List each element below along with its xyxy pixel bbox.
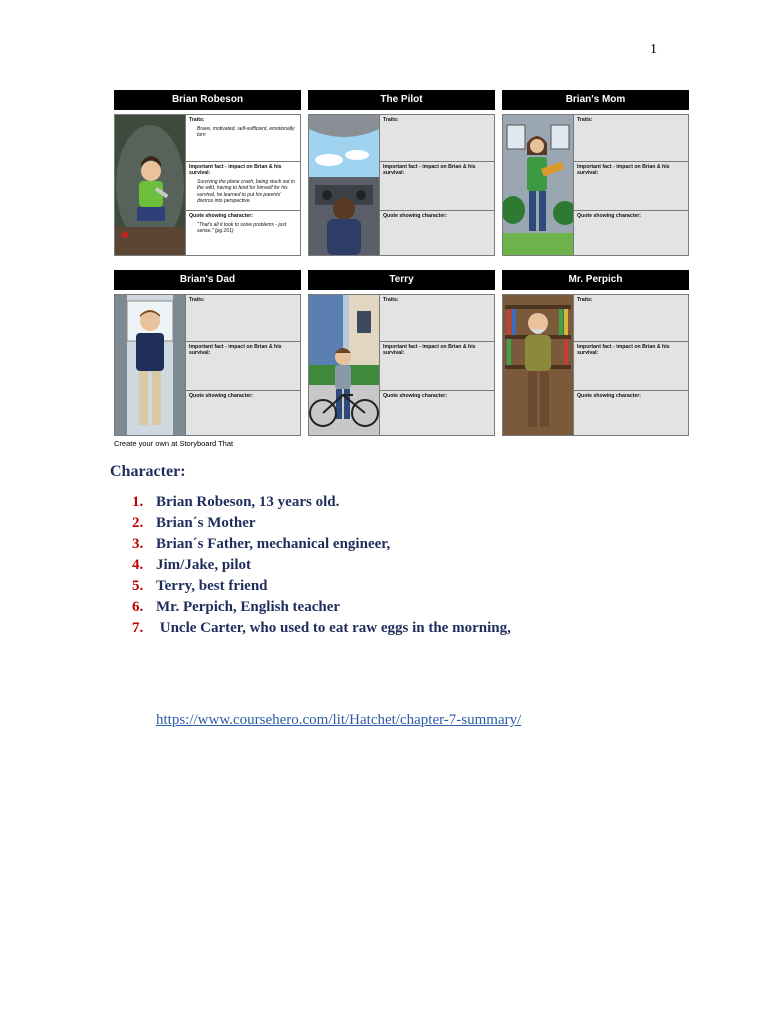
fact-field <box>380 342 494 391</box>
list-text: Jim/Jake, pilot <box>156 557 252 573</box>
fact-field <box>186 162 300 211</box>
cell-body <box>502 294 689 436</box>
list-text: Mr. Perpich, English teacher <box>156 599 341 615</box>
traits-field <box>380 115 494 162</box>
quote-label: Quote showing character: <box>383 393 447 399</box>
cell-body <box>308 114 495 256</box>
cell-title: Brian's Mom <box>502 90 689 110</box>
traits-field <box>380 295 494 342</box>
list-item <box>132 597 511 618</box>
traits-field <box>186 115 300 162</box>
list-number: 4. <box>132 557 144 573</box>
cell-title: The Pilot <box>308 90 495 110</box>
traits-label: Traits: <box>577 297 593 303</box>
cell-body <box>114 294 301 436</box>
page-number: 1 <box>650 42 657 57</box>
cell-info <box>186 115 300 255</box>
fact-label: Important fact - impact on Brian & his survival: <box>383 164 476 176</box>
list-number: 6. <box>132 599 144 615</box>
brian-robeson-illustration <box>115 115 186 255</box>
quote-label: Quote showing character: <box>189 393 253 399</box>
fact-label: Important fact - impact on Brian & his survival: <box>189 164 282 176</box>
traits-field <box>574 115 688 162</box>
list-item <box>132 618 511 639</box>
fact-label: Important fact - impact on Brian & his survival: <box>577 344 670 356</box>
list-item <box>132 555 511 576</box>
terry-illustration <box>309 295 380 435</box>
traits-value: Brave, motivated, self-sufficient, emotionally torn <box>197 126 295 139</box>
storyboard-cell-brians-dad <box>114 270 301 436</box>
cell-title: Terry <box>308 270 495 290</box>
traits-label: Traits: <box>383 117 399 123</box>
pilot-illustration <box>309 115 380 255</box>
fact-label: Important fact - impact on Brian & his survival: <box>383 344 476 356</box>
coursehero-link[interactable]: https://www.coursehero.com/lit/Hatchet/chapter-7-summary/ <box>156 712 522 728</box>
cell-info <box>574 115 688 255</box>
brians-dad-illustration <box>115 295 186 435</box>
storyboard-cell-brians-mom <box>502 90 689 256</box>
traits-label: Traits: <box>189 117 205 123</box>
fact-field <box>186 342 300 391</box>
traits-field <box>574 295 688 342</box>
character-heading: Character: <box>110 463 186 480</box>
list-text: Brian´s Mother <box>156 515 256 531</box>
fact-value: Surviving the plane crash, being stuck out in the wild, having to fend for himself for his survival, he learned to put his parents' divorce into perspective. <box>197 179 295 204</box>
list-text: Brian´s Father, mechanical engineer, <box>156 536 391 552</box>
list-item <box>132 534 511 555</box>
brians-mom-illustration <box>503 115 574 255</box>
list-number: 3. <box>132 536 144 552</box>
storyboard-row-2 <box>114 270 690 436</box>
cell-info <box>574 295 688 435</box>
storyboard-credit: Create your own at Storyboard That <box>114 439 234 448</box>
quote-field <box>380 391 494 435</box>
cell-title: Brian Robeson <box>114 90 301 110</box>
fact-label: Important fact - impact on Brian & his survival: <box>577 164 670 176</box>
traits-field <box>186 295 300 342</box>
quote-value: "That's all it took to solve problems - just sense." (pg.161) <box>197 222 287 235</box>
fact-field <box>574 342 688 391</box>
quote-field <box>186 391 300 435</box>
cell-body <box>308 294 495 436</box>
quote-label: Quote showing character: <box>383 213 447 219</box>
cell-title: Mr. Perpich <box>502 270 689 290</box>
quote-label: Quote showing character: <box>577 393 641 399</box>
traits-label: Traits: <box>383 297 399 303</box>
quote-field <box>574 211 688 255</box>
storyboard-cell-brian-robeson <box>114 90 301 256</box>
traits-label: Traits: <box>577 117 593 123</box>
list-item <box>132 513 511 534</box>
fact-field <box>380 162 494 211</box>
fact-field <box>574 162 688 211</box>
cell-body <box>502 114 689 256</box>
list-text: Terry, best friend <box>156 578 268 594</box>
list-text: Brian Robeson, 13 years old. <box>156 494 340 510</box>
quote-label: Quote showing character: <box>577 213 641 219</box>
list-item <box>132 576 511 597</box>
cell-info <box>186 295 300 435</box>
cell-title: Brian's Dad <box>114 270 301 290</box>
quote-field <box>186 211 300 255</box>
list-number: 2. <box>132 515 144 531</box>
storyboard-cell-the-pilot <box>308 90 495 256</box>
cell-info <box>380 115 494 255</box>
list-number: 5. <box>132 578 144 594</box>
cell-info <box>380 295 494 435</box>
list-text: Uncle Carter, who used to eat raw eggs in the morning, <box>156 620 511 636</box>
list-item <box>132 492 511 513</box>
mr-perpich-illustration <box>503 295 574 435</box>
character-list <box>132 492 511 639</box>
quote-field <box>380 211 494 255</box>
quote-label: Quote showing character: <box>189 213 253 219</box>
storyboard <box>114 90 690 436</box>
traits-label: Traits: <box>189 297 205 303</box>
fact-label: Important fact - impact on Brian & his survival: <box>189 344 282 356</box>
storyboard-row-1 <box>114 90 690 256</box>
storyboard-cell-terry <box>308 270 495 436</box>
cell-body <box>114 114 301 256</box>
storyboard-cell-mr-perpich <box>502 270 689 436</box>
quote-field <box>574 391 688 435</box>
list-number: 1. <box>132 494 144 510</box>
list-number: 7. <box>132 620 144 636</box>
